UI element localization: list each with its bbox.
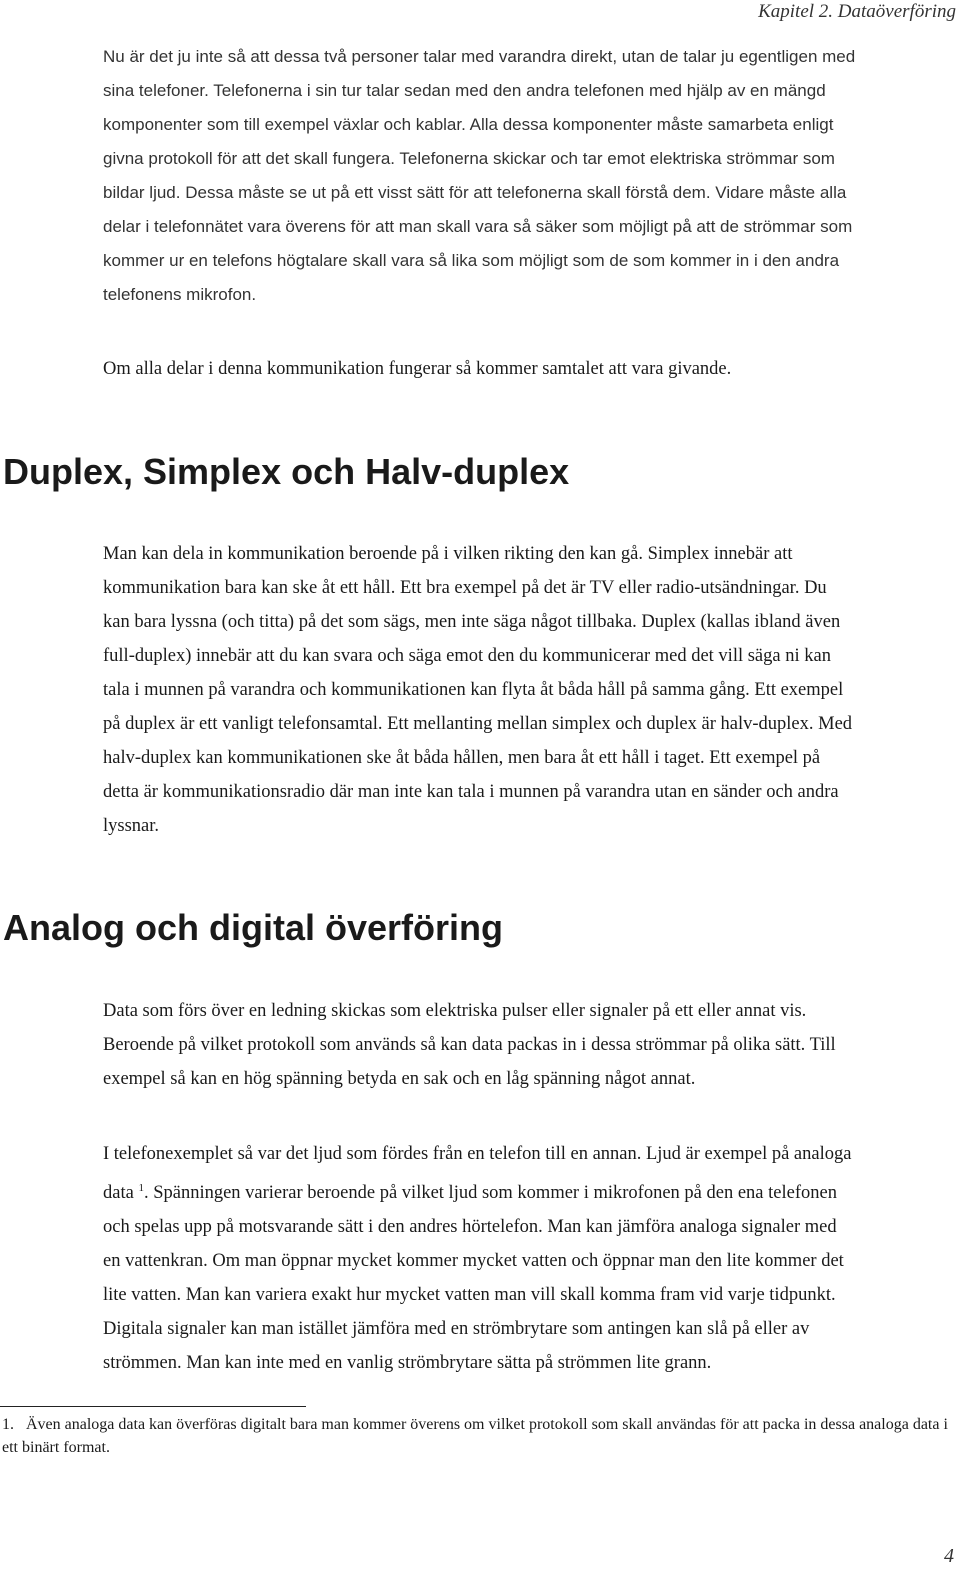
intro-paragraph-1 [103,40,958,312]
text-line: och spelas upp på motsvarande sätt i den andres hörtelefon. Man kan jämföra analoga signaler med [103,1217,837,1237]
analog-paragraph-1 [103,994,958,1096]
text-line: halv-duplex kan kommunikationen ske åt båda hållen, men bara åt ett håll i taget. Ett exempel på [103,748,821,768]
text-line: Digitala signaler kan man istället jämföra med en strömbrytare som antingen kan slå på eller av [103,1319,810,1339]
duplex-paragraph [103,537,958,843]
text-line: exempel så kan en hög spänning betyda en sak och en låg spänning något annat. [103,1069,696,1089]
text-line-with-footnote [103,1171,958,1210]
text-line: Beroende på vilket protokoll som används så kan data packas in i dessa strömmar på olika sätt. Till [103,1035,836,1055]
text-line: Data som förs över en ledning skickas som elektriska pulser eller signaler på ett eller annat vis. [103,1001,807,1021]
text-line: Om alla delar i denna kommunikation fungerar så kommer samtalet att vara givande. [103,359,732,379]
text-line: kommer ur en telefons högtalare skall vara så lika som möjligt som de som kommer in i den andra [103,251,840,270]
footnote-reference[interactable]: 1 [138,1182,144,1194]
text-line: komponenter som till exempel växlar och kablar. Alla dessa komponenter måste samarbeta enligt [103,115,834,134]
running-header: Kapitel 2. Dataöverföring [758,1,956,22]
text-line: på duplex är ett vanligt telefonsamtal. Ett mellanting mellan simplex och duplex är halv-duplex. Med [103,714,853,734]
footnote [2,1413,958,1459]
section-heading-analog-digital: Analog och digital överföring [3,907,504,948]
text-line: bildar ljud. Dessa måste se ut på ett visst sätt för att telefonerna skall förstå dem. Vidare måste alla [103,183,847,202]
intro-paragraph-2 [103,352,958,386]
page-number: 4 [944,1545,954,1567]
text-line: strömmen. Man kan inte med en vanlig strömbrytare sätta på strömmen lite grann. [103,1353,712,1373]
text-line: lite vatten. Man kan variera exakt hur mycket vatten man vill skall komma fram vid varje tidpunkt. [103,1285,836,1305]
text-line: lyssnar. [103,816,160,836]
text-line: kommunikation bara kan ske åt ett håll. Ett bra exempel på det är TV eller radio-utsändningar. Du [103,578,827,598]
text-line: Nu är det ju inte så att dessa två personer talar med varandra direkt, utan de talar ju egentligen med [103,47,856,66]
text-line: givna protokoll för att det skall fungera. Telefonerna skickar och tar emot elektriska strömmar som [103,149,835,168]
text-line: en vattenkran. Om man öppnar mycket kommer mycket vatten och öppnar man den lite kommer det [103,1251,844,1271]
text-line: delar i telefonnätet vara överens för att man skall vara så säker som möjligt på att de strömmar som [103,217,853,236]
footnote-text: Även analoga data kan överföras digitalt bara man kommer överens om vilket protokoll som skall användas för att packa in dessa analoga data i ett binärt format. [2,1416,948,1456]
footnote-number: 1. [2,1416,14,1433]
text-line: I telefonexemplet så var det ljud som fördes från en telefon till en annan. Ljud är exempel på analoga [103,1144,852,1164]
text-line: Man kan dela in kommunikation beroende på i vilken rikting den kan gå. Simplex innebär att [103,544,793,564]
footnote-divider [0,1406,306,1407]
text-line: telefonens mikrofon. [103,285,257,304]
text-line: full-duplex) innebär att du kan svara och säga emot den du kommunicerar med det vill säga ni kan [103,646,831,666]
text-line: tala i munnen på varandra och kommunikationen kan flyta åt båda håll på samma gång. Ett exempel [103,680,844,700]
text-line: detta är kommunikationsradio där man inte kan tala i munnen på varandra utan en sänder och andra [103,782,839,802]
analog-paragraph-2 [103,1137,958,1380]
text-fragment: . Spänningen varierar beroende på vilket ljud som kommer i mikrofonen på den ena telefonen [143,1183,837,1203]
text-line: sina telefoner. Telefonerna i sin tur talar sedan med den andra telefonen med hjälp av en mängd [103,81,826,100]
section-heading-duplex: Duplex, Simplex och Halv-duplex [3,451,570,492]
text-line: kan bara lyssna (och titta) på det som sägs, men inte säga något tillbaka. Duplex (kallas ibland även [103,612,841,632]
text-fragment: data [103,1183,139,1203]
